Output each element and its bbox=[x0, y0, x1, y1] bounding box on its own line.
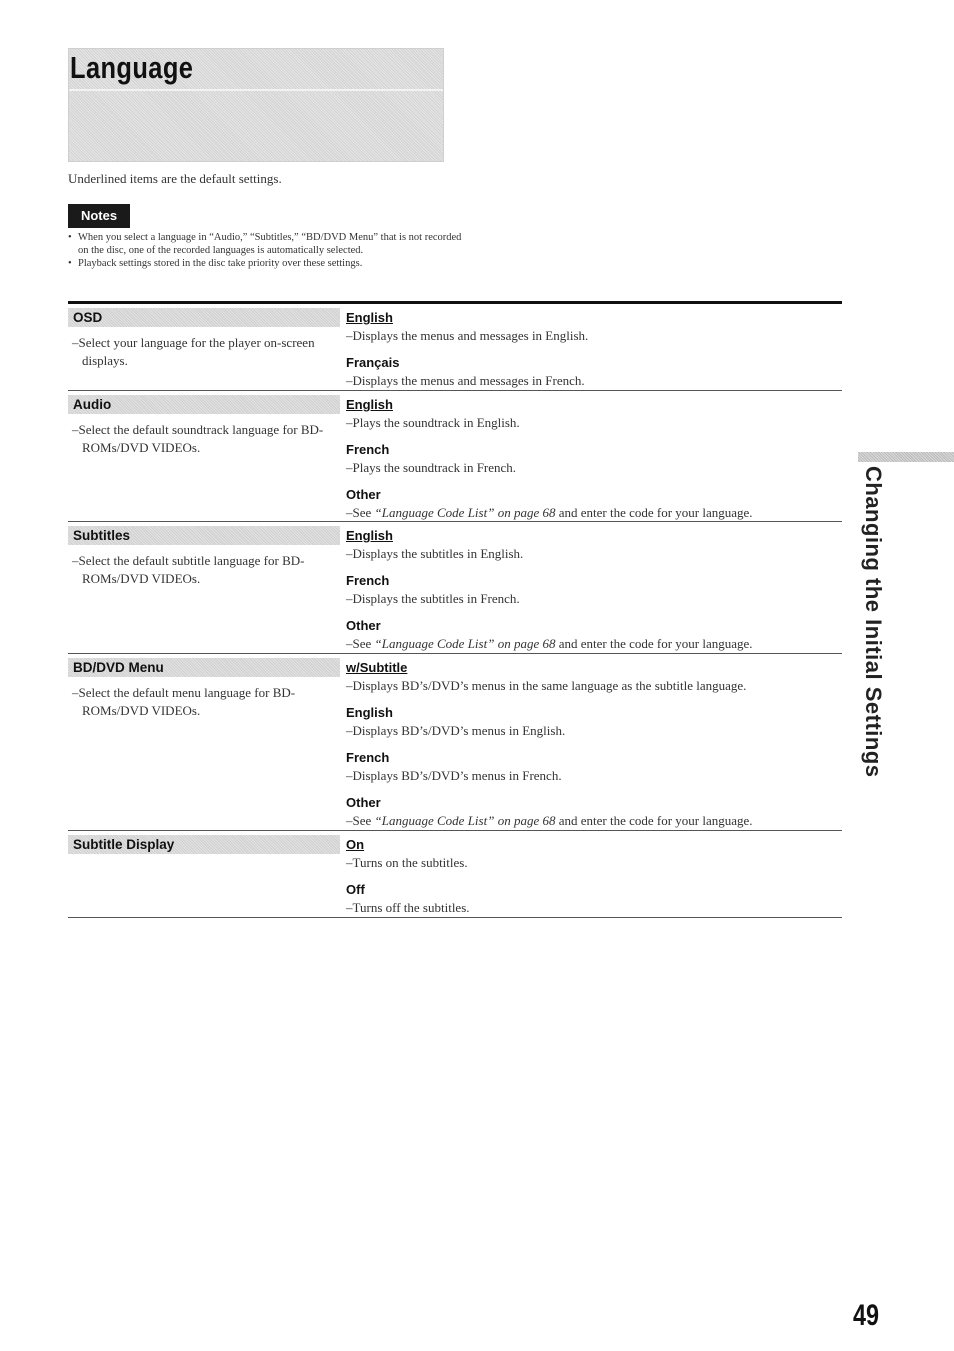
option-label: English bbox=[346, 397, 393, 412]
option-label: Français bbox=[346, 355, 400, 370]
note-text: When you select a language in “Audio,” “Subtitles,” “BD/DVD Menu” that is not recorded on the disc, one of the recorded languages is automatically selected. bbox=[78, 232, 462, 256]
option-item bbox=[346, 749, 846, 785]
option-description: –Turns off the subtitles. bbox=[346, 900, 470, 915]
setting-header bbox=[68, 835, 340, 854]
option-item bbox=[346, 309, 846, 345]
option-description bbox=[346, 504, 846, 522]
option-label: On bbox=[346, 837, 365, 852]
option-item bbox=[346, 659, 846, 695]
option-item bbox=[346, 396, 846, 432]
note-text: Playback settings stored in the disc take priority over these settings. bbox=[78, 258, 363, 269]
option-item bbox=[346, 486, 846, 522]
option-item bbox=[346, 704, 846, 740]
option-desc-suffix: and enter the code for your language. bbox=[555, 636, 753, 651]
setting-osd bbox=[68, 304, 842, 391]
side-tab bbox=[856, 466, 890, 778]
setting-description: –Select your language for the player on-screen displays. bbox=[72, 335, 315, 368]
option-desc-suffix: and enter the code for your language. bbox=[555, 813, 753, 828]
option-description: –Displays the menus and messages in English. bbox=[346, 328, 589, 343]
option-item bbox=[346, 794, 846, 830]
option-label: English bbox=[346, 528, 393, 543]
setting-subtitles bbox=[68, 522, 842, 654]
option-label: Other bbox=[346, 487, 381, 502]
option-list bbox=[346, 836, 846, 926]
option-item bbox=[346, 354, 846, 390]
option-description: –Plays the soundtrack in English. bbox=[346, 415, 520, 430]
option-item bbox=[346, 441, 846, 477]
option-item bbox=[346, 572, 846, 608]
setting-description: –Select the default subtitle language for BD-ROMs/DVD VIDEOs. bbox=[72, 553, 305, 586]
setting-name: Subtitles bbox=[73, 528, 131, 543]
option-description: –Displays BD’s/DVD’s menus in English. bbox=[346, 723, 566, 738]
option-description: –Displays the subtitles in French. bbox=[346, 591, 520, 606]
option-desc-prefix: –See bbox=[346, 505, 375, 520]
option-list bbox=[346, 396, 846, 531]
bullet-icon: • bbox=[68, 258, 72, 269]
option-item bbox=[346, 617, 846, 653]
setting-description: –Select the default menu language for BD-ROMs/DVD VIDEOs. bbox=[72, 685, 296, 718]
setting-header bbox=[68, 658, 340, 677]
notes-label: Notes bbox=[68, 204, 130, 228]
setting-header bbox=[68, 526, 340, 545]
option-item bbox=[346, 527, 846, 563]
option-label: Other bbox=[346, 618, 381, 633]
page-reference-link[interactable]: “Language Code List” on page 68 bbox=[374, 636, 556, 651]
option-list bbox=[346, 527, 846, 662]
option-desc-suffix: and enter the code for your language. bbox=[555, 505, 753, 520]
option-label: English bbox=[346, 705, 393, 720]
option-label: French bbox=[346, 750, 390, 765]
page-number: 49 bbox=[853, 1299, 880, 1332]
option-description: –Plays the soundtrack in French. bbox=[346, 460, 517, 475]
option-description: –Displays the menus and messages in French. bbox=[346, 373, 585, 388]
setting-name: Audio bbox=[73, 397, 112, 412]
option-description bbox=[346, 635, 846, 653]
setting-header bbox=[68, 308, 340, 327]
setting-name: OSD bbox=[73, 310, 103, 325]
option-label: w/Subtitle bbox=[346, 660, 408, 675]
side-tab-label: Changing the Initial Settings bbox=[861, 466, 886, 778]
option-label: French bbox=[346, 573, 390, 588]
page-title: Language bbox=[70, 50, 194, 85]
page-subtitle: Underlined items are the default settings. bbox=[68, 171, 282, 186]
bullet-icon: • bbox=[68, 232, 72, 243]
option-description: –Displays BD’s/DVD’s menus in the same language as the subtitle language. bbox=[346, 678, 747, 693]
setting-name: BD/DVD Menu bbox=[73, 660, 164, 675]
page-reference-link[interactable]: “Language Code List” on page 68 bbox=[374, 505, 556, 520]
option-item bbox=[346, 881, 846, 917]
note-item bbox=[68, 257, 468, 270]
option-description: –Displays BD’s/DVD’s menus in French. bbox=[346, 768, 562, 783]
setting-subtitle-display bbox=[68, 831, 842, 918]
option-label: Off bbox=[346, 882, 365, 897]
option-desc-prefix: –See bbox=[346, 636, 375, 651]
option-desc-prefix: –See bbox=[346, 813, 375, 828]
side-tab-bar bbox=[858, 452, 954, 462]
setting-bd-dvd-menu bbox=[68, 654, 842, 831]
page-reference-link[interactable]: “Language Code List” on page 68 bbox=[374, 813, 556, 828]
notes-list bbox=[68, 231, 468, 270]
note-item bbox=[68, 231, 468, 257]
option-description bbox=[346, 812, 846, 830]
option-list bbox=[346, 659, 846, 839]
option-item bbox=[346, 836, 846, 872]
option-list bbox=[346, 309, 846, 399]
option-label: French bbox=[346, 442, 390, 457]
option-label: English bbox=[346, 310, 393, 325]
option-label: Other bbox=[346, 795, 381, 810]
setting-name: Subtitle Display bbox=[73, 837, 175, 852]
setting-header bbox=[68, 395, 340, 414]
setting-description: –Select the default soundtrack language for BD-ROMs/DVD VIDEOs. bbox=[72, 422, 324, 455]
option-description: –Turns on the subtitles. bbox=[346, 855, 468, 870]
option-description: –Displays the subtitles in English. bbox=[346, 546, 524, 561]
setting-audio bbox=[68, 391, 842, 522]
